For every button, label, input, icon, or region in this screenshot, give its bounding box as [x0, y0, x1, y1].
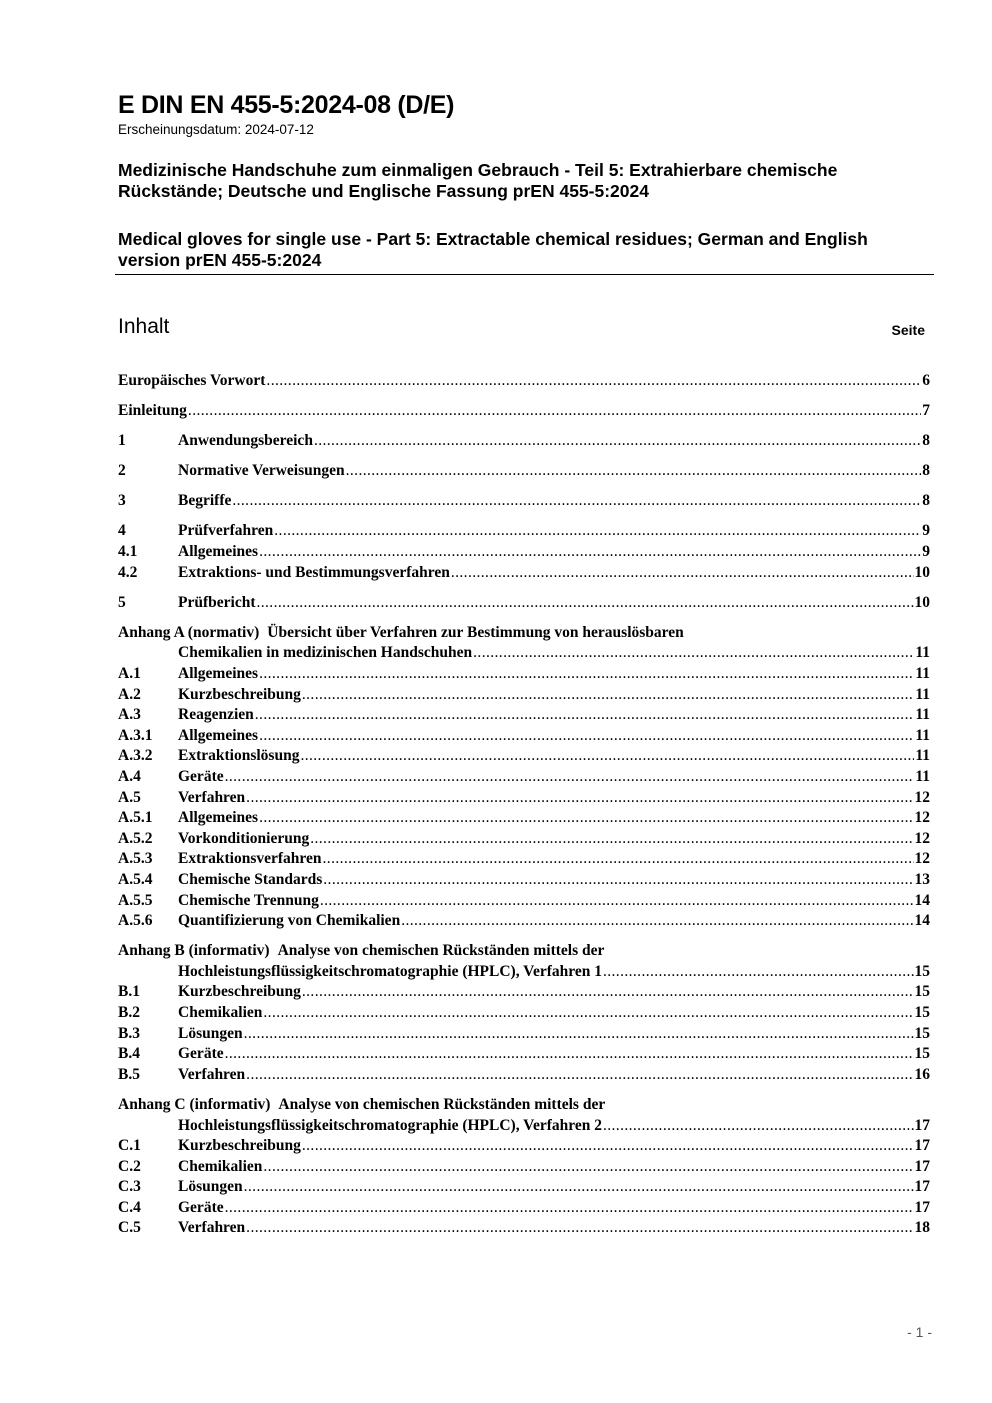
toc-entry-text: Verfahren	[178, 1219, 246, 1237]
toc-entry-text: Allgemeines	[178, 809, 259, 827]
toc-entry-number: 4	[118, 522, 126, 540]
page-number: - 1 -	[907, 1324, 932, 1340]
toc-entry-page: 7	[922, 402, 930, 420]
toc-entry-page: 15	[914, 983, 930, 1001]
toc-entry-text: Reagenzien	[178, 706, 254, 724]
toc-entry-number: B.1	[118, 983, 140, 1001]
toc-entry-number: A.4	[118, 768, 141, 785]
toc-entry-c-3[interactable]	[118, 1177, 930, 1198]
dot-leader	[244, 1024, 914, 1045]
dot-leader	[603, 1116, 914, 1137]
toc-entry-page: 16	[914, 1065, 930, 1083]
toc-entry-page: 12	[914, 829, 930, 847]
toc-entry-number: C.5	[118, 1219, 141, 1237]
document-id: E DIN EN 455-5:2024-08 (D/E)	[118, 91, 455, 119]
dot-leader	[603, 962, 914, 983]
toc-entry-clause-4-1[interactable]	[118, 542, 930, 563]
dot-leader	[225, 1198, 914, 1219]
toc-entry-number: C.3	[118, 1178, 141, 1196]
toc-entry-b-3[interactable]	[118, 1024, 930, 1045]
toc-entry-page: 15	[914, 962, 930, 980]
toc-entry-number: B.2	[118, 1004, 140, 1022]
toc-entry-text: Normative Verweisungen	[178, 462, 345, 480]
dot-leader	[274, 521, 921, 542]
toc-entry-clause-3[interactable]	[118, 491, 930, 512]
dot-leader	[225, 1044, 914, 1065]
toc-entry-number: A.1	[118, 665, 141, 683]
toc-entry-text: Chemikalien	[178, 1004, 263, 1022]
toc-entry-page: 10	[914, 593, 930, 611]
toc-entry-page: 12	[914, 850, 930, 868]
toc-entry-page: 9	[922, 522, 930, 540]
toc-entry-text: Chemische Standards	[178, 870, 323, 888]
dot-leader	[302, 1136, 914, 1157]
dot-leader	[346, 461, 922, 482]
dot-leader	[259, 542, 921, 563]
toc-entry-text: Prüfverfahren	[178, 522, 274, 540]
toc-entry-page: 17	[914, 1116, 930, 1134]
toc-entry-page: 9	[922, 543, 930, 561]
dot-leader	[266, 371, 921, 392]
toc-entry-a-2[interactable]	[118, 685, 930, 706]
toc-entry-number: 2	[118, 462, 126, 480]
toc-entry-text: Quantifizierung von Chemikalien	[178, 912, 401, 930]
toc-entry-clause-4[interactable]	[118, 521, 930, 542]
toc-entry-a-5-3[interactable]	[118, 849, 930, 870]
annex-title-line2: Hochleistungsflüssigkeitschromatographie (HPLC), Verfahren 1	[178, 962, 602, 980]
toc-annex-a[interactable]	[118, 623, 930, 664]
toc-entry-page: 17	[914, 1157, 930, 1175]
toc-entry-text: Kurzbeschreibung	[178, 983, 301, 1001]
dot-leader	[246, 788, 913, 809]
annex-title-line2: Chemikalien in medizinischen Handschuhen	[178, 644, 473, 662]
dot-leader	[323, 849, 914, 870]
dot-leader	[225, 767, 915, 788]
toc-entry-a-3-2[interactable]	[118, 746, 930, 767]
dot-leader	[259, 664, 914, 685]
toc-entry-number: 4.1	[118, 543, 138, 561]
toc-entry-clause-2[interactable]	[118, 461, 930, 482]
dot-leader	[263, 1003, 913, 1024]
toc-entry-c-1[interactable]	[118, 1136, 930, 1157]
toc-entry-text: Kurzbeschreibung	[178, 685, 301, 703]
toc-entry-text: Chemische Trennung	[178, 891, 319, 909]
toc-entry-text: Lösungen	[178, 1024, 243, 1042]
dot-leader	[259, 808, 913, 829]
annex-title-line1: Analyse von chemischen Rückständen mittels der	[277, 942, 605, 960]
toc-entry-number: 3	[118, 492, 126, 510]
toc-entry-page: 15	[914, 1045, 930, 1063]
toc-entry-text: Begriffe	[178, 492, 232, 510]
dot-leader	[255, 705, 915, 726]
toc-entry-text: Extraktionsverfahren	[178, 850, 322, 868]
dot-leader	[310, 829, 913, 850]
toc-entry-page: 11	[915, 644, 930, 662]
dot-leader	[473, 643, 914, 664]
dot-leader	[320, 891, 914, 912]
toc-entry-text: Chemikalien	[178, 1157, 263, 1175]
dot-leader	[263, 1157, 913, 1178]
toc-entry-text: Allgemeines	[178, 543, 259, 561]
toc-entry-a-4[interactable]	[118, 767, 930, 788]
toc-entry-c-5[interactable]	[118, 1218, 930, 1239]
toc-annex-c[interactable]	[118, 1095, 930, 1136]
dot-leader	[302, 982, 914, 1003]
toc-entry-b-5[interactable]	[118, 1065, 930, 1086]
toc-entry-a-3-1[interactable]	[118, 726, 930, 747]
toc-entry-text: Extraktions- und Bestimmungsverfahren	[178, 563, 450, 581]
toc-entry-text: Verfahren	[178, 1065, 246, 1083]
toc-entry-text: Vorkonditionierung	[178, 829, 310, 847]
toc-entry-clause-4-2[interactable]	[118, 563, 930, 584]
toc-heading: Inhalt	[118, 315, 170, 338]
toc-entry-page: 17	[914, 1178, 930, 1196]
toc-entry-a-5-2[interactable]	[118, 829, 930, 850]
toc-entry-page: 8	[922, 462, 930, 480]
toc-entry-number: A.5.4	[118, 870, 153, 888]
dot-leader	[259, 726, 914, 747]
dot-leader	[300, 746, 914, 767]
toc-entry-c-4[interactable]	[118, 1198, 930, 1219]
toc-entry-number: A.5.2	[118, 829, 153, 847]
header-divider	[115, 274, 934, 275]
toc-entry-page: 11	[915, 685, 930, 703]
toc-entry-page: 8	[922, 432, 930, 450]
toc-entry-number: 5	[118, 593, 126, 611]
dot-leader	[246, 1065, 913, 1086]
toc-entry-text: Geräte	[178, 1198, 224, 1216]
toc-entry-foreword[interactable]	[118, 371, 930, 392]
toc-entry-number: B.4	[118, 1045, 140, 1063]
toc-entry-number: A.5.5	[118, 891, 153, 909]
toc-entry-number: A.5.3	[118, 850, 153, 868]
dot-leader	[314, 431, 921, 452]
toc-entry-number: C.4	[118, 1198, 141, 1216]
toc-entry-number: A.2	[118, 685, 141, 703]
toc-entry-text: Geräte	[178, 1045, 224, 1063]
toc-entry-text: Einleitung	[118, 402, 187, 420]
toc-entry-number: A.5	[118, 788, 141, 806]
annex-title-line2: Hochleistungsflüssigkeitschromatographie (HPLC), Verfahren 2	[178, 1116, 602, 1134]
dot-leader	[246, 1218, 913, 1239]
toc-entry-text: Anwendungsbereich	[178, 432, 313, 450]
dot-leader	[244, 1177, 914, 1198]
toc-entry-page: 14	[914, 912, 930, 930]
toc-entry-a-1[interactable]	[118, 664, 930, 685]
toc-entry-clause-5[interactable]	[118, 593, 930, 614]
toc-annex-b[interactable]	[118, 941, 930, 982]
toc-entry-b-2[interactable]	[118, 1003, 930, 1024]
toc-entry-number: A.3.1	[118, 726, 153, 744]
dot-leader	[401, 911, 913, 932]
toc-entry-page: 6	[922, 372, 930, 389]
annex-label: Anhang A (normativ)	[118, 623, 260, 641]
toc-entry-introduction[interactable]	[118, 401, 930, 422]
annex-label: Anhang B (informativ)	[118, 942, 270, 960]
dot-leader	[302, 685, 914, 706]
page-column-label: Seite	[891, 322, 925, 338]
toc-entry-a-3[interactable]	[118, 705, 930, 726]
toc-entry-text: Extraktionslösung	[178, 747, 300, 765]
toc-entry-number: B.3	[118, 1024, 140, 1042]
toc-entry-a-5-5[interactable]	[118, 891, 930, 912]
toc-entry-number: C.2	[118, 1157, 141, 1175]
toc-entry-text: Allgemeines	[178, 726, 259, 744]
annex-label: Anhang C (informativ)	[118, 1095, 271, 1113]
toc-entry-b-4[interactable]	[118, 1044, 930, 1065]
toc-entry-b-1[interactable]	[118, 982, 930, 1003]
dot-leader	[451, 563, 914, 584]
annex-title-line1: Übersicht über Verfahren zur Bestimmung von herauslösbaren	[267, 623, 684, 641]
toc-entry-number: 1	[118, 432, 126, 450]
toc-entry-c-2[interactable]	[118, 1157, 930, 1178]
toc-entry-number: A.5.6	[118, 912, 153, 930]
toc-entry-text: Allgemeines	[178, 665, 259, 683]
table-of-contents	[118, 371, 930, 1239]
toc-entry-number: A.5.1	[118, 809, 153, 827]
toc-entry-page: 14	[914, 891, 930, 909]
toc-entry-page: 17	[914, 1137, 930, 1155]
toc-entry-text: Prüfbericht	[178, 593, 256, 611]
toc-entry-page: 18	[914, 1219, 930, 1237]
toc-entry-text: Europäisches Vorwort	[118, 372, 266, 389]
toc-entry-page: 17	[914, 1198, 930, 1216]
toc-entry-a-5-4[interactable]	[118, 870, 930, 891]
dot-leader	[188, 401, 921, 422]
toc-entry-a-5-6[interactable]	[118, 911, 930, 932]
toc-entry-text: Geräte	[178, 768, 224, 785]
toc-entry-page: 12	[914, 809, 930, 827]
toc-entry-text: Verfahren	[178, 788, 246, 806]
title-english: Medical gloves for single use - Part 5: Extractable chemical residues; German and English version prEN 455-5:2024	[118, 229, 868, 270]
toc-entry-text: Lösungen	[178, 1178, 243, 1196]
dot-leader	[232, 491, 921, 512]
toc-entry-page: 11	[915, 768, 930, 785]
toc-entry-page: 11	[915, 726, 930, 744]
toc-entry-a-5[interactable]	[118, 788, 930, 809]
toc-entry-page: 12	[914, 788, 930, 806]
toc-entry-number: C.1	[118, 1137, 141, 1155]
publication-date: Erscheinungsdatum: 2024-07-12	[118, 122, 314, 137]
toc-entry-page: 11	[915, 665, 930, 683]
toc-entry-page: 15	[914, 1024, 930, 1042]
toc-entry-number: A.3.2	[118, 747, 153, 765]
toc-entry-page: 13	[914, 870, 930, 888]
toc-entry-number: A.3	[118, 706, 141, 724]
toc-entry-page: 8	[922, 492, 930, 510]
title-german: Medizinische Handschuhe zum einmaligen Gebrauch - Teil 5: Extrahierbare chemische Rückstände; Deutsche und Englische Fassung prEN 455-5:2024	[118, 160, 838, 201]
dot-leader	[323, 870, 913, 891]
toc-entry-page: 10	[914, 563, 930, 581]
toc-entry-text: Kurzbeschreibung	[178, 1137, 301, 1155]
toc-entry-page: 11	[915, 706, 930, 724]
toc-entry-page: 15	[914, 1004, 930, 1022]
toc-entry-number: 4.2	[118, 563, 138, 581]
toc-entry-a-5-1[interactable]	[118, 808, 930, 829]
dot-leader	[256, 593, 913, 614]
toc-entry-clause-1[interactable]	[118, 431, 930, 452]
toc-entry-page: 11	[915, 747, 930, 765]
toc-entry-number: B.5	[118, 1065, 140, 1083]
annex-title-line1: Analyse von chemischen Rückständen mittels der	[278, 1095, 606, 1113]
